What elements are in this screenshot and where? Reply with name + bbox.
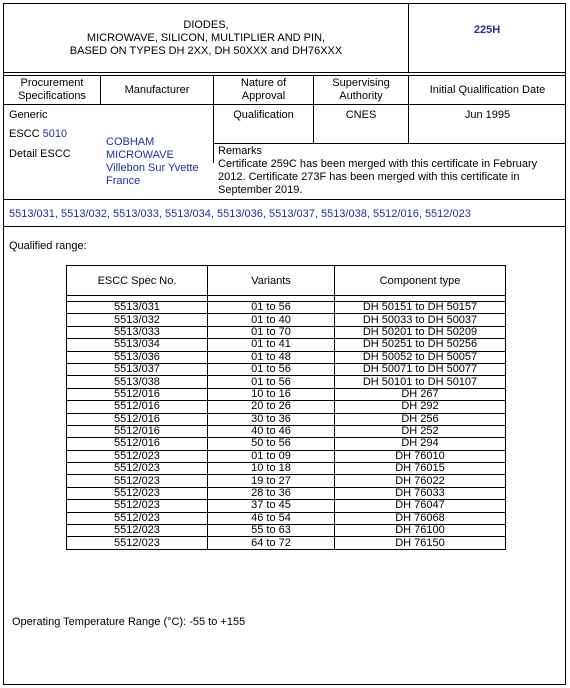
cell-component: DH 292 — [335, 401, 506, 413]
cell-spec: 5513/034 — [67, 339, 208, 351]
cell-spec: 5512/016 — [67, 413, 208, 425]
table-row — [67, 388, 506, 400]
cell-spec: 5512/016 — [67, 388, 208, 400]
cell-variants: 37 to 45 — [208, 500, 335, 512]
table-row — [67, 413, 506, 425]
cell-variants: 64 to 72 — [208, 537, 335, 549]
cell-spec: 5513/032 — [67, 314, 208, 326]
cell-variants: 01 to 40 — [208, 314, 335, 326]
spec-escc — [9, 128, 67, 141]
approval-date: Jun 1995 — [464, 109, 511, 121]
table-row — [67, 376, 506, 388]
certificate-title — [4, 4, 408, 72]
table-row — [67, 351, 506, 363]
table-row — [67, 302, 506, 314]
cell-spec: 5512/016 — [67, 438, 208, 450]
table-row — [67, 326, 506, 338]
cell-variants: 19 to 27 — [208, 475, 335, 487]
spec-escc-label: ESCC — [9, 128, 40, 140]
table-row — [67, 475, 506, 487]
cell-variants: 01 to 56 — [208, 376, 335, 388]
title-line-3: BASED ON TYPES DH 2XX, DH 50XXX and DH76XXX — [69, 44, 343, 57]
spec-detail: Detail ESCC — [9, 148, 71, 160]
cell-component: DH 76068 — [335, 512, 506, 524]
manufacturer-line1: COBHAM — [106, 136, 155, 148]
table-row — [67, 512, 506, 524]
spec-generic: Generic — [9, 109, 48, 121]
cell-component: DH 76015 — [335, 463, 506, 475]
cell-component: DH 267 — [335, 388, 506, 400]
cell-variants: 01 to 41 — [208, 339, 335, 351]
cell-spec: 5512/023 — [67, 475, 208, 487]
table-header-row — [67, 266, 506, 296]
header-nature-line2: Approval — [241, 90, 286, 102]
cell-spec: 5512/023 — [67, 450, 208, 462]
approval-nature: Qualification — [233, 109, 294, 121]
header-procurement — [4, 76, 100, 104]
th-component: Component type — [335, 266, 506, 296]
info-bottom-line — [3, 199, 566, 200]
cell-variants: 01 to 09 — [208, 450, 335, 462]
approval-authority: CNES — [345, 109, 377, 121]
cell-spec: 5512/023 — [67, 500, 208, 512]
related-bottom-line — [3, 226, 566, 227]
cell-component: DH 76022 — [335, 475, 506, 487]
table-row — [67, 537, 506, 549]
cell-spec: 5512/023 — [67, 537, 208, 549]
cell-component: DH 50151 to DH 50157 — [335, 302, 506, 314]
table-row — [67, 363, 506, 375]
table-row — [67, 487, 506, 499]
remarks-label: Remarks — [218, 145, 263, 157]
table-body — [67, 296, 506, 550]
table-row — [67, 425, 506, 437]
cell-spec: 5513/031 — [67, 302, 208, 314]
certificate-number: 225H — [473, 24, 501, 36]
header-nature-line1: Nature of — [240, 77, 287, 89]
cell-variants: 40 to 46 — [208, 425, 335, 437]
cell-spec: 5513/037 — [67, 363, 208, 375]
cell-component: DH 50071 to DH 50077 — [335, 363, 506, 375]
table-row — [67, 500, 506, 512]
cell-spec: 5512/023 — [67, 512, 208, 524]
cell-spec: 5512/023 — [67, 487, 208, 499]
cell-variants: 01 to 70 — [208, 326, 335, 338]
title-line-2: MICROWAVE, SILICON, MULTIPLIER AND PIN, — [86, 31, 326, 44]
spec-escc-number[interactable]: 5010 — [42, 128, 68, 140]
header-supervising — [314, 76, 408, 104]
cell-component: DH 76150 — [335, 537, 506, 549]
header-supervising-line2: Authority — [339, 90, 383, 102]
cell-variants: 50 to 56 — [208, 438, 335, 450]
cell-component: DH 50052 to DH 50057 — [335, 351, 506, 363]
remarks-text: Certificate 259C has been merged with this certificate in February 2012. Certificate 273F has been merged with this certificate in September 2019. — [218, 158, 538, 196]
th-variants: Variants — [208, 266, 335, 296]
cell-component: DH 76100 — [335, 525, 506, 537]
th-spec: ESCC Spec No. — [67, 266, 208, 296]
qualified-range-label: Qualified range: — [9, 240, 87, 252]
header-row-bottom — [3, 104, 566, 105]
manufacturer-line3: Villebon Sur Yvette — [106, 162, 199, 174]
cell-component: DH 76033 — [335, 487, 506, 499]
cell-variants: 30 to 36 — [208, 413, 335, 425]
cell-spec: 5512/023 — [67, 463, 208, 475]
cell-component: DH 50101 to DH 50107 — [335, 376, 506, 388]
cell-component: DH 50251 to DH 50256 — [335, 339, 506, 351]
manufacturer-line4: France — [106, 175, 141, 187]
header-procurement-line2: Specifications — [18, 90, 86, 102]
cell-variants: 10 to 16 — [208, 388, 335, 400]
cell-variants: 10 to 18 — [208, 463, 335, 475]
table-row — [67, 525, 506, 537]
cell-component: DH 76010 — [335, 450, 506, 462]
table-row — [67, 401, 506, 413]
qualified-range-table — [66, 265, 506, 550]
cell-component: DH 294 — [335, 438, 506, 450]
table-row — [67, 450, 506, 462]
cell-spec: 5512/023 — [67, 525, 208, 537]
cell-variants: 01 to 56 — [208, 363, 335, 375]
operating-temperature: Operating Temperature Range (°C): -55 to +155 — [12, 616, 246, 628]
cell-component: DH 256 — [335, 413, 506, 425]
cell-component: DH 252 — [335, 425, 506, 437]
header-procurement-line1: Procurement — [20, 77, 84, 89]
cell-component: DH 76047 — [335, 500, 506, 512]
cell-spec: 5513/038 — [67, 376, 208, 388]
table-row — [67, 314, 506, 326]
related-specs-links[interactable]: 5513/031, 5513/032, 5513/033, 5513/034, 5513/036, 5513/037, 5513/038, 5512/016, 5512/023 — [9, 208, 471, 220]
cert-number-divider — [408, 3, 409, 72]
manufacturer-name — [106, 136, 199, 188]
table-row — [67, 463, 506, 475]
table-row — [67, 438, 506, 450]
manufacturer-line2: MICROWAVE — [106, 149, 174, 161]
header-nature — [214, 76, 313, 104]
cell-spec: 5512/016 — [67, 425, 208, 437]
cell-variants: 01 to 56 — [208, 302, 335, 314]
cell-variants: 28 to 36 — [208, 487, 335, 499]
header-divider — [3, 72, 566, 73]
header-manufacturer: Manufacturer — [124, 83, 190, 96]
cell-variants: 01 to 48 — [208, 351, 335, 363]
cell-variants: 20 to 26 — [208, 401, 335, 413]
remarks-top-line — [213, 143, 566, 144]
cell-component: DH 50201 to DH 50209 — [335, 326, 506, 338]
cell-variants: 55 to 63 — [208, 525, 335, 537]
cell-spec: 5513/033 — [67, 326, 208, 338]
cell-spec: 5513/036 — [67, 351, 208, 363]
header-supervising-line1: Supervising — [332, 77, 390, 89]
cell-variants: 46 to 54 — [208, 512, 335, 524]
header-date: Initial Qualification Date — [429, 83, 546, 96]
cell-component: DH 50033 to DH 50037 — [335, 314, 506, 326]
cell-spec: 5512/016 — [67, 401, 208, 413]
title-line-1: DIODES, — [183, 18, 229, 31]
table-row — [67, 339, 506, 351]
